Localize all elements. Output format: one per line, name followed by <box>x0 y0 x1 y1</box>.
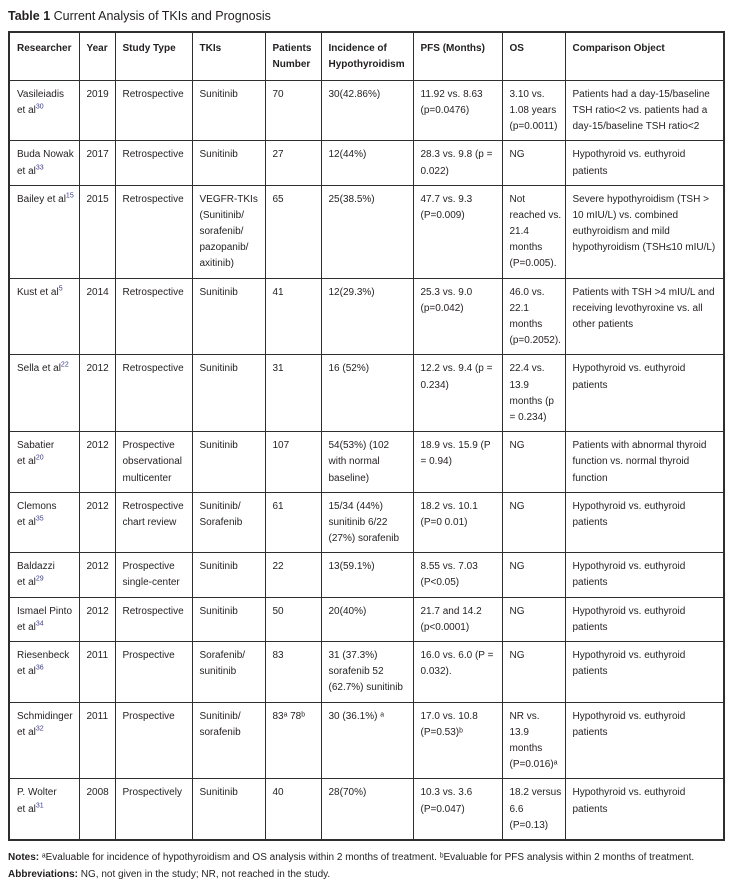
cell-patients: 83ᵃ 78ᵇ <box>265 702 321 779</box>
cell-os: NG <box>502 597 565 641</box>
cell-tkis: Sunitinib <box>192 278 265 355</box>
cell-year: 2014 <box>79 278 115 355</box>
cell-study-type: Prospectively <box>115 779 192 840</box>
cell-year: 2011 <box>79 642 115 703</box>
cell-os: 18.2 versus 6.6 (P=0.13) <box>502 779 565 840</box>
cell-tkis: Sunitinib/ Sorafenib <box>192 492 265 553</box>
cell-patients: 50 <box>265 597 321 641</box>
table-row <box>9 278 724 355</box>
cell-researcher <box>9 141 79 185</box>
table-row <box>9 492 724 553</box>
cell-comparison: Hypothyroid vs. euthyroid patients <box>565 779 724 840</box>
cell-study-type: Retrospective <box>115 141 192 185</box>
cell-comparison: Hypothyroid vs. euthyroid patients <box>565 642 724 703</box>
cell-pfs: 18.2 vs. 10.1 (P=0 0.01) <box>413 492 502 553</box>
cell-study-type: Retrospective <box>115 185 192 278</box>
researcher-name: Clemons et al <box>17 500 57 528</box>
cell-pfs: 18.9 vs. 15.9 (P = 0.94) <box>413 432 502 493</box>
cell-tkis: Sunitinib <box>192 355 265 432</box>
cell-incidence: 12(29.3%) <box>321 278 413 355</box>
cell-researcher <box>9 492 79 553</box>
researcher-name: Schmidinger et al <box>17 710 73 738</box>
cell-tkis: VEGFR-TKIs (Sunitinib/ sorafenib/ pazopanib/ axitinib) <box>192 185 265 278</box>
cell-patients: 65 <box>265 185 321 278</box>
cell-year: 2019 <box>79 80 115 141</box>
cell-os: NG <box>502 432 565 493</box>
citation-link[interactable]: 5 <box>58 285 63 293</box>
cell-pfs: 28.3 vs. 9.8 (p = 0.022) <box>413 141 502 185</box>
cell-tkis: Sunitinib <box>192 779 265 840</box>
cell-incidence: 31 (37.3%) sorafenib 52 (62.7%) sunitinib <box>321 642 413 703</box>
cell-os: NG <box>502 141 565 185</box>
cell-comparison: Hypothyroid vs. euthyroid patients <box>565 553 724 597</box>
cell-year: 2012 <box>79 355 115 432</box>
cell-patients: 107 <box>265 432 321 493</box>
table-row <box>9 553 724 597</box>
cell-patients: 31 <box>265 355 321 432</box>
cell-study-type: Retrospective <box>115 80 192 141</box>
table-row <box>9 642 724 703</box>
cell-study-type: Retrospective chart review <box>115 492 192 553</box>
researcher-name: P. Wolter et al <box>17 787 57 815</box>
cell-incidence: 54(53%) (102 with normal baseline) <box>321 432 413 493</box>
cell-incidence: 30(42.86%) <box>321 80 413 141</box>
citation-link[interactable]: 29 <box>35 576 44 584</box>
cell-study-type: Prospective <box>115 642 192 703</box>
cell-year: 2012 <box>79 492 115 553</box>
cell-year: 2012 <box>79 597 115 641</box>
cell-os: NG <box>502 492 565 553</box>
citation-link[interactable]: 35 <box>35 515 44 523</box>
cell-tkis: Sunitinib <box>192 553 265 597</box>
col-header-pfs: PFS (Months) <box>413 32 502 80</box>
cell-pfs: 11.92 vs. 8.63 (p=0.0476) <box>413 80 502 141</box>
cell-os: 3.10 vs. 1.08 years (p=0.0011) <box>502 80 565 141</box>
cell-study-type: Retrospective <box>115 355 192 432</box>
cell-researcher <box>9 597 79 641</box>
col-header-os: OS <box>502 32 565 80</box>
cell-researcher <box>9 185 79 278</box>
table-title <box>8 8 742 24</box>
citation-link[interactable]: 33 <box>35 164 44 172</box>
cell-tkis: Sorafenib/ sunitinib <box>192 642 265 703</box>
table-row <box>9 702 724 779</box>
cell-incidence: 25(38.5%) <box>321 185 413 278</box>
citation-link[interactable]: 36 <box>35 664 44 672</box>
cell-patients: 41 <box>265 278 321 355</box>
cell-researcher <box>9 779 79 840</box>
col-header-incidence: Incidence of Hypothyroidism <box>321 32 413 80</box>
cell-researcher <box>9 553 79 597</box>
researcher-name: Buda Nowak et al <box>17 149 74 177</box>
researcher-name: Sabatier et al <box>17 440 55 468</box>
cell-incidence: 30 (36.1%) ᵃ <box>321 702 413 779</box>
researcher-name: Kust et al <box>17 286 59 298</box>
cell-comparison: Severe hypothyroidism (TSH > 10 mIU/L) vs. combined euthyroidism and mild hypothyroidism (TSH≤10 mIU/L) <box>565 185 724 278</box>
cell-os: NR vs. 13.9 months (P=0.016)ᵃ <box>502 702 565 779</box>
researcher-name: Sella et al <box>17 363 61 375</box>
cell-patients: 61 <box>265 492 321 553</box>
col-header-researcher: Researcher <box>9 32 79 80</box>
citation-link[interactable]: 22 <box>60 362 69 370</box>
table-row <box>9 80 724 141</box>
table-row <box>9 779 724 840</box>
cell-os: 46.0 vs. 22.1 months (p=0.2052). <box>502 278 565 355</box>
cell-pfs: 8.55 vs. 7.03 (P<0.05) <box>413 553 502 597</box>
cell-researcher <box>9 355 79 432</box>
citation-link[interactable]: 34 <box>35 620 44 628</box>
cell-comparison: Patients had a day-15/baseline TSH ratio<2 vs. patients had a day-15/baseline TSH ratio<2 <box>565 80 724 141</box>
col-header-patients-number: Patients Number <box>265 32 321 80</box>
cell-researcher <box>9 80 79 141</box>
researcher-name: Vasileiadis et al <box>17 88 65 116</box>
cell-year: 2017 <box>79 141 115 185</box>
citation-link[interactable]: 31 <box>35 802 44 810</box>
cell-patients: 83 <box>265 642 321 703</box>
table-row <box>9 185 724 278</box>
cell-comparison: Hypothyroid vs. euthyroid patients <box>565 702 724 779</box>
cell-incidence: 16 (52%) <box>321 355 413 432</box>
table-row <box>9 355 724 432</box>
cell-tkis: Sunitinib <box>192 80 265 141</box>
cell-study-type: Retrospective <box>115 278 192 355</box>
cell-pfs: 47.7 vs. 9.3 (P=0.009) <box>413 185 502 278</box>
cell-comparison: Hypothyroid vs. euthyroid patients <box>565 141 724 185</box>
col-header-comparison: Comparison Object <box>565 32 724 80</box>
citation-link[interactable]: 32 <box>35 725 44 733</box>
cell-incidence: 12(44%) <box>321 141 413 185</box>
cell-comparison: Hypothyroid vs. euthyroid patients <box>565 355 724 432</box>
notes-label: Notes: <box>8 851 40 863</box>
cell-pfs: 10.3 vs. 3.6 (P=0.047) <box>413 779 502 840</box>
cell-pfs: 12.2 vs. 9.4 (p = 0.234) <box>413 355 502 432</box>
cell-researcher <box>9 642 79 703</box>
cell-patients: 22 <box>265 553 321 597</box>
cell-comparison: Patients with TSH >4 mIU/L and receiving levothyroxine vs. all other patients <box>565 278 724 355</box>
researcher-name: Ismael Pinto et al <box>17 605 73 633</box>
cell-year: 2015 <box>79 185 115 278</box>
table-title-text: Current Analysis of TKIs and Prognosis <box>53 9 271 23</box>
cell-tkis: Sunitinib/ sorafenib <box>192 702 265 779</box>
citation-link[interactable]: 30 <box>35 103 44 111</box>
abbreviations-text: NG, not given in the study; NR, not reached in the study. <box>80 869 331 881</box>
col-header-tkis: TKIs <box>192 32 265 80</box>
cell-incidence: 15/34 (44%) sunitinib 6/22 (27%) sorafenib <box>321 492 413 553</box>
cell-year: 2008 <box>79 779 115 840</box>
cell-incidence: 28(70%) <box>321 779 413 840</box>
col-header-year: Year <box>79 32 115 80</box>
cell-comparison: Patients with abnormal thyroid function vs. normal thyroid function <box>565 432 724 493</box>
cell-incidence: 13(59.1%) <box>321 553 413 597</box>
table-row <box>9 597 724 641</box>
cell-os: 22.4 vs. 13.9 months (p = 0.234) <box>502 355 565 432</box>
abbreviations <box>8 867 742 883</box>
cell-researcher <box>9 278 79 355</box>
cell-researcher <box>9 432 79 493</box>
researcher-name: Baldazzi et al <box>17 561 55 589</box>
cell-study-type: Prospective observational multicenter <box>115 432 192 493</box>
cell-year: 2011 <box>79 702 115 779</box>
researcher-name: Bailey et al <box>17 193 66 205</box>
cell-study-type: Prospective <box>115 702 192 779</box>
cell-pfs: 16.0 vs. 6.0 (P = 0.032). <box>413 642 502 703</box>
table-title-label: Table 1 <box>8 9 51 23</box>
cell-researcher <box>9 702 79 779</box>
cell-year: 2012 <box>79 432 115 493</box>
citation-link[interactable]: 15 <box>65 192 74 200</box>
abbreviations-label: Abbreviations: <box>8 869 79 881</box>
cell-year: 2012 <box>79 553 115 597</box>
cell-tkis: Sunitinib <box>192 141 265 185</box>
cell-incidence: 20(40%) <box>321 597 413 641</box>
cell-comparison: Hypothyroid vs. euthyroid patients <box>565 492 724 553</box>
tki-prognosis-table <box>8 31 725 841</box>
notes <box>8 850 742 866</box>
table-row <box>9 432 724 493</box>
cell-study-type: Retrospective <box>115 597 192 641</box>
cell-patients: 27 <box>265 141 321 185</box>
cell-patients: 40 <box>265 779 321 840</box>
cell-patients: 70 <box>265 80 321 141</box>
citation-link[interactable]: 20 <box>35 454 44 462</box>
researcher-name: Riesenbeck et al <box>17 650 70 678</box>
cell-study-type: Prospective single-center <box>115 553 192 597</box>
cell-os: NG <box>502 553 565 597</box>
cell-tkis: Sunitinib <box>192 597 265 641</box>
cell-comparison: Hypothyroid vs. euthyroid patients <box>565 597 724 641</box>
notes-text: ᵃEvaluable for incidence of hypothyroidism and OS analysis within 2 months of treatment. ᵇEvaluable for PFS analysis within 2 months of treatment. <box>41 851 695 863</box>
table-row <box>9 141 724 185</box>
cell-pfs: 21.7 and 14.2 (p<0.0001) <box>413 597 502 641</box>
cell-os: NG <box>502 642 565 703</box>
header-row <box>9 32 724 80</box>
col-header-study-type: Study Type <box>115 32 192 80</box>
cell-os: Not reached vs. 21.4 months (P=0.005). <box>502 185 565 278</box>
cell-pfs: 17.0 vs. 10.8 (P=0.53)ᵇ <box>413 702 502 779</box>
cell-pfs: 25.3 vs. 9.0 (p=0.042) <box>413 278 502 355</box>
cell-tkis: Sunitinib <box>192 432 265 493</box>
